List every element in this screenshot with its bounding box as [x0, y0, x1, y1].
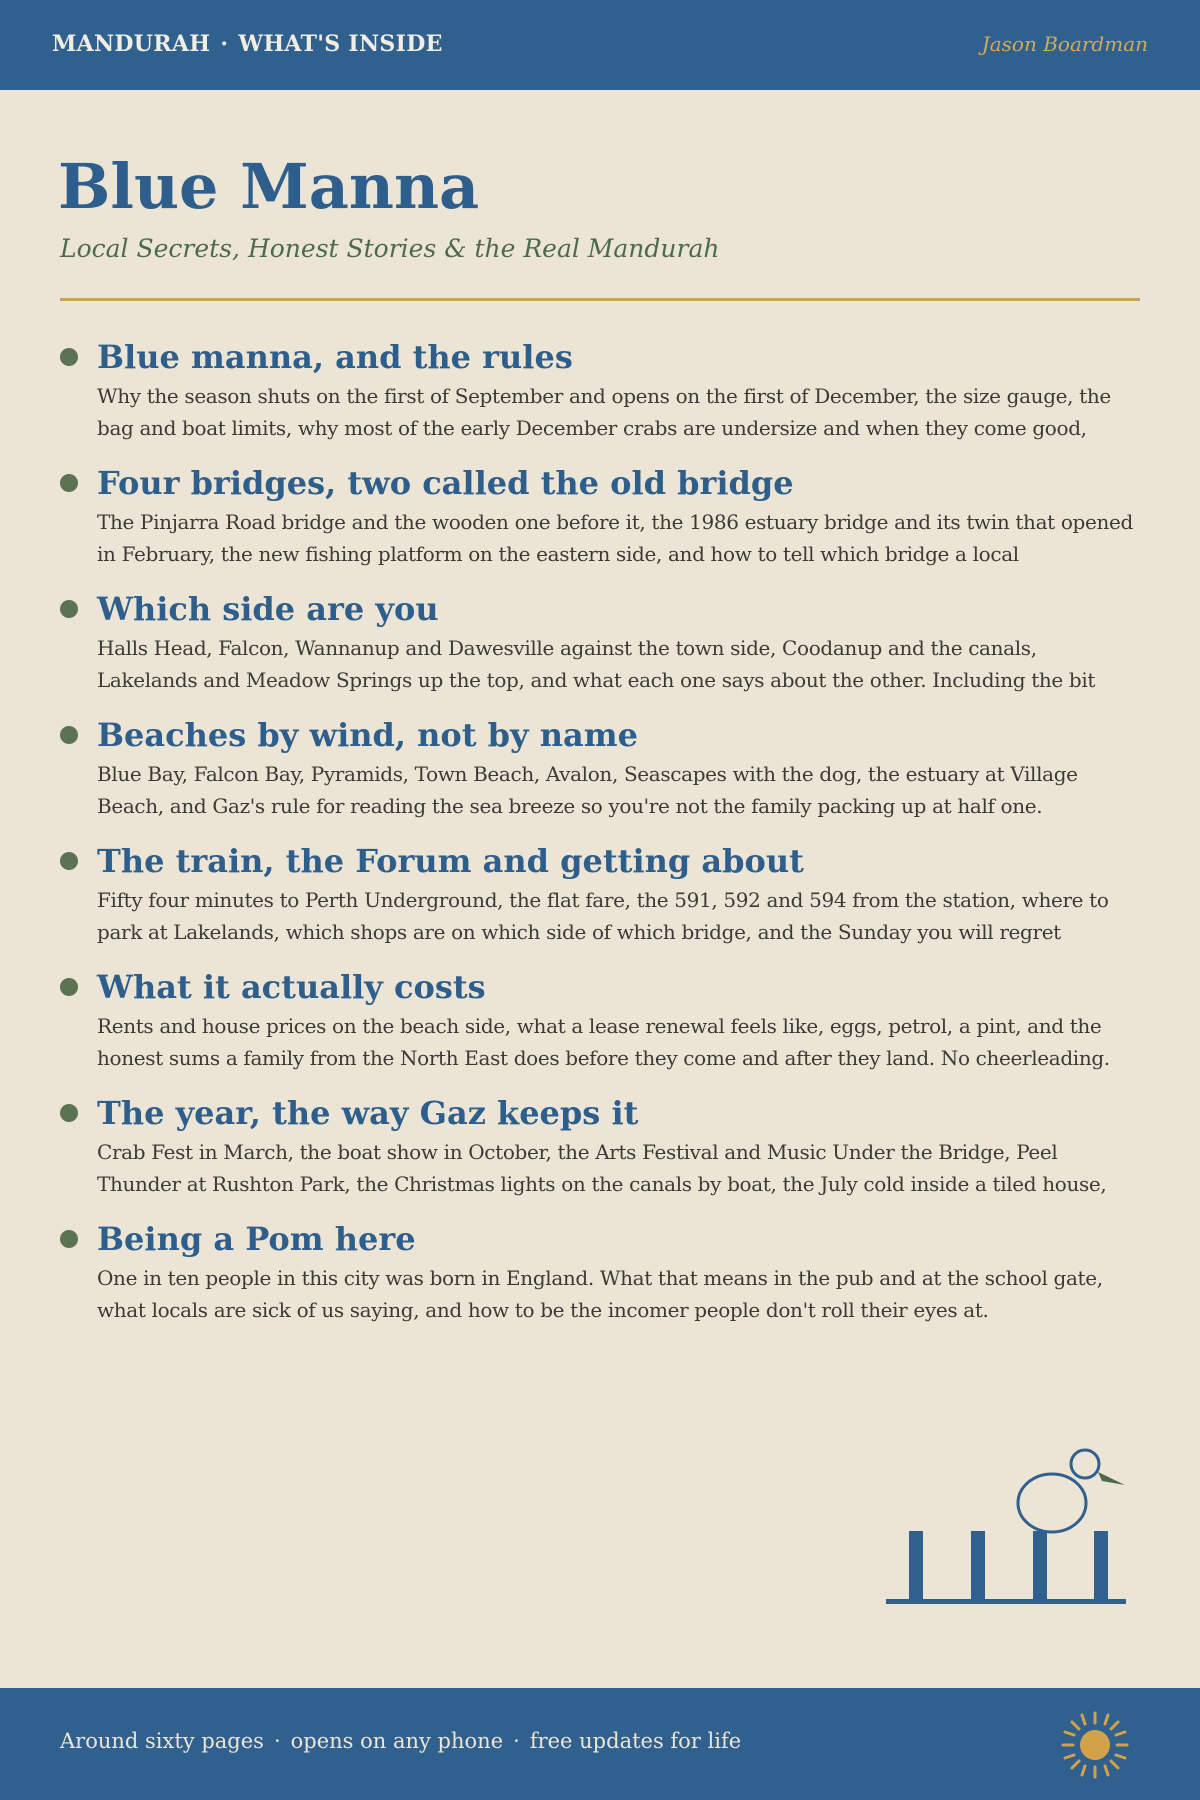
contents-item	[60, 713, 1150, 839]
bullet-icon	[60, 852, 78, 870]
contents-item	[60, 461, 1150, 587]
contents-item-body: Crab Fest in March, the boat show in October, the Arts Festival and Music Under the Bridge, Peel Thunder at Rushton Park, the Christmas lights on the canals by boat, the July cold inside a tiled house,	[97, 1140, 1107, 1196]
footer-separator: ·	[273, 1729, 281, 1753]
footer-item: Around sixty pages	[60, 1729, 264, 1753]
contents-item-body: Blue Bay, Falcon Bay, Pyramids, Town Beach, Avalon, Seascapes with the dog, the estuary at Village Beach, and Gaz's rule for reading the sea breeze so you're not the family packing up at half one.	[97, 762, 1078, 818]
contents-item	[60, 965, 1150, 1091]
page-subtitle: Local Secrets, Honest Stories & the Real Mandurah	[60, 234, 720, 263]
contents-item-body: One in ten people in this city was born in England. What that means in the pub and at the school gate, what locals are sick of us saying, and how to be the incomer people don't roll their eyes at.	[97, 1266, 1103, 1322]
bird-on-bridge-pylons-icon	[880, 1440, 1130, 1610]
top-header-bar	[0, 0, 1200, 90]
footer-features	[60, 1729, 741, 1753]
bullet-icon	[60, 978, 78, 996]
contents-item-heading: Four bridges, two called the old bridge	[97, 464, 794, 502]
contents-item-heading: The year, the way Gaz keeps it	[97, 1094, 639, 1132]
bullet-icon	[60, 1230, 78, 1248]
contents-item-heading: The train, the Forum and getting about	[97, 842, 804, 880]
contents-item-heading: Which side are you	[97, 590, 439, 628]
contents-item	[60, 335, 1150, 461]
page-title: Blue Manna	[58, 150, 480, 223]
contents-item-body: Halls Head, Falcon, Wannanup and Dawesville against the town side, Coodanup and the canals, Lakelands and Meadow Springs up the top, and what each one says about the other. Including the bit	[97, 636, 1096, 692]
header-breadcrumb	[52, 31, 443, 57]
bullet-icon	[60, 726, 78, 744]
sun-icon	[1060, 1710, 1130, 1780]
header-separator: ·	[220, 31, 229, 57]
footer-item: opens on any phone	[290, 1729, 504, 1753]
bullet-icon	[60, 600, 78, 618]
contents-item-heading: Blue manna, and the rules	[97, 338, 573, 376]
header-author: Jason Boardman	[981, 32, 1148, 56]
contents-list	[60, 335, 1150, 1343]
footer-separator: ·	[513, 1729, 520, 1753]
bullet-icon	[60, 474, 78, 492]
header-section: WHAT'S INSIDE	[238, 31, 443, 57]
contents-item-body: The Pinjarra Road bridge and the wooden one before it, the 1986 estuary bridge and its twin that opened in February, the new fishing platform on the eastern side, and how to tell which bridge a local	[97, 510, 1133, 566]
contents-item	[60, 587, 1150, 713]
contents-item	[60, 1217, 1150, 1343]
header-brand: MANDURAH	[52, 31, 211, 57]
bullet-icon	[60, 348, 78, 366]
contents-item	[60, 1091, 1150, 1217]
title-divider	[60, 298, 1140, 301]
contents-item	[60, 839, 1150, 965]
footer-item: free updates for life	[529, 1729, 742, 1753]
contents-item-body: Why the season shuts on the first of September and opens on the first of December, the size gauge, the bag and boat limits, why most of the early December crabs are undersize and when they come good,	[97, 384, 1111, 440]
contents-item-body: Rents and house prices on the beach side, what a lease renewal feels like, eggs, petrol, a pint, and the honest sums a family from the North East does before they come and after they land. No cheerleading.	[97, 1014, 1110, 1070]
contents-item-body: Fifty four minutes to Perth Underground, the flat fare, the 591, 592 and 594 from the station, where to park at Lakelands, which shops are on which side of which bridge, and the Sunday you will regret	[97, 888, 1109, 944]
bullet-icon	[60, 1104, 78, 1122]
bottom-footer-bar	[0, 1688, 1200, 1800]
contents-item-heading: Beaches by wind, not by name	[97, 716, 638, 754]
contents-item-heading: Being a Pom here	[97, 1220, 416, 1258]
contents-item-heading: What it actually costs	[97, 968, 486, 1006]
